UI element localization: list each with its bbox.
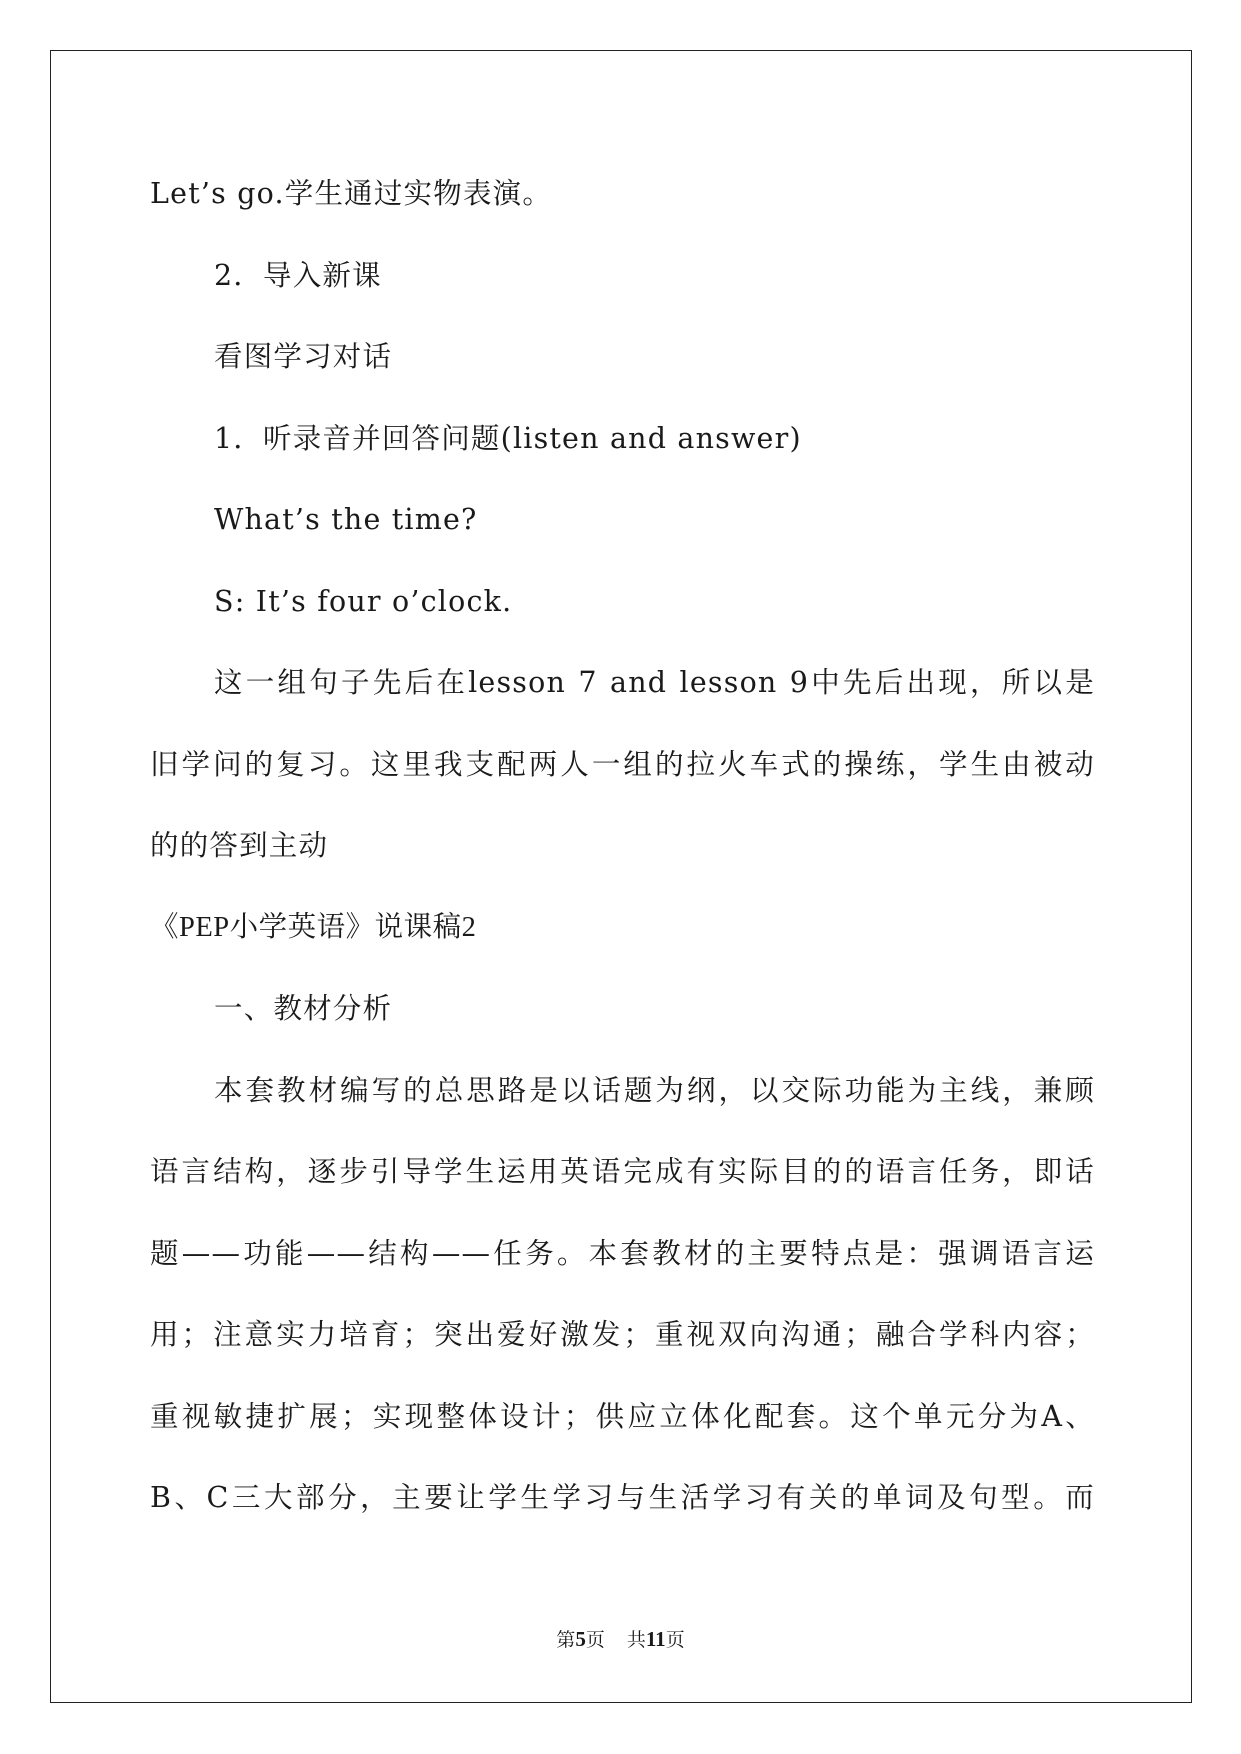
section-heading: 《PEP小学英语》说课稿2 xyxy=(150,911,477,943)
footer-total-prefix: 共 xyxy=(626,1629,646,1651)
paragraph-line: 看图学习对话 xyxy=(214,340,393,373)
footer-prefix: 第 xyxy=(556,1629,576,1651)
paragraph-line: 本套教材编写的总思路是以话题为纲，以交际功能为主线，兼顾 xyxy=(214,1073,1095,1107)
paragraph-line: 这一组句子先后在lesson 7 and lesson 9中先后出现，所以是 xyxy=(214,666,1095,699)
paragraph-line: 2．导入新课 xyxy=(214,258,382,292)
paragraph-line: B、C三大部分，主要让学生学习与生活学习有关的单词及句型。而 xyxy=(150,1481,1095,1514)
page-footer xyxy=(0,1625,1241,1652)
paragraph-line: 重视敏捷扩展；实现整体设计；供应立体化配套。这个单元分为A、 xyxy=(150,1399,1095,1433)
total-pages-number: 11 xyxy=(645,1627,666,1651)
paragraph-line: 题——功能——结构——任务。本套教材的主要特点是：强调语言运 xyxy=(150,1236,1095,1270)
paragraph-line: 语言结构，逐步引导学生运用英语完成有实际目的的语言任务，即话 xyxy=(150,1155,1095,1188)
paragraph-line: 用；注意实力培育；突出爱好激发；重视双向沟通；融合学科内容； xyxy=(150,1318,1095,1351)
paragraph-line: 的的答到主动 xyxy=(150,829,329,862)
current-page-number: 5 xyxy=(575,1627,586,1651)
paragraph-line: Let’s go.学生通过实物表演。 xyxy=(150,177,553,210)
document-body xyxy=(150,162,1095,1548)
paragraph-line: What’s the time? xyxy=(214,503,478,536)
footer-page-suffix: 页 xyxy=(585,1629,605,1651)
paragraph-line: 一、教材分析 xyxy=(214,992,393,1025)
paragraph-line: 旧学问的复习。这里我支配两人一组的拉火车式的操练，学生由被动 xyxy=(150,747,1095,781)
footer-total-suffix: 页 xyxy=(665,1629,685,1651)
paragraph-line: 1．听录音并回答问题(listen and answer) xyxy=(214,421,802,455)
paragraph-line: S: It’s four o’clock. xyxy=(214,584,513,618)
